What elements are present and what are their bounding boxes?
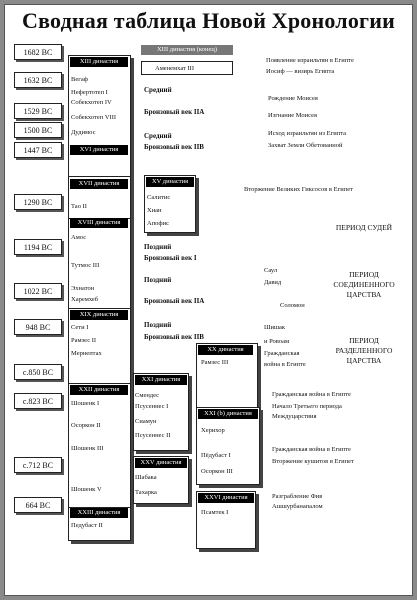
pharaoh-name: Сети I bbox=[71, 324, 89, 331]
date-marker: 1447 ВС bbox=[14, 142, 62, 158]
event-label: Рождение Моисея bbox=[268, 95, 318, 102]
date-marker: 1632 ВС bbox=[14, 72, 62, 88]
pharaoh-name: Апофис bbox=[147, 220, 169, 227]
event-label: Начало Третьего периода bbox=[272, 403, 342, 410]
pharaoh-name: Собекхотеп VIII bbox=[71, 114, 117, 121]
pharaoh-name: Амос bbox=[71, 234, 87, 241]
age-label: Бронзовый век I bbox=[144, 254, 197, 262]
divider bbox=[68, 308, 131, 309]
age-label: Поздний bbox=[144, 321, 172, 329]
event-label: и Ровоам bbox=[264, 338, 290, 345]
dynasty-header: XXI династия bbox=[135, 375, 187, 385]
pharaoh-name: Шошенк I bbox=[71, 400, 100, 407]
dynasty-header: XIII династия bbox=[70, 57, 128, 67]
period-label: ПЕРИОД РАЗДЕЛЕННОГО ЦАРСТВА bbox=[335, 336, 393, 365]
date-marker: 664 ВС bbox=[14, 497, 62, 513]
dynasty-header: XIX династия bbox=[70, 310, 128, 320]
event-label: Саул bbox=[264, 267, 278, 274]
age-label: Бронзовый век IIB bbox=[144, 333, 204, 341]
age-label: Средний bbox=[144, 132, 172, 140]
date-marker: с.850 ВС bbox=[14, 364, 62, 380]
age-label: Поздний bbox=[144, 276, 172, 284]
dynasty-header: XXI (b) династия bbox=[198, 409, 258, 419]
pharaoh-name: Дудимос bbox=[71, 129, 96, 136]
event-label: Гражданская война в Египте bbox=[272, 391, 351, 398]
date-marker: 1500 ВС bbox=[14, 122, 62, 138]
pharaoh-name: Мернептах bbox=[71, 350, 102, 357]
period-label: ПЕРИОД СОЕДИНЕННОГО ЦАРСТВА bbox=[333, 270, 395, 299]
pharaoh-name: Вегаф bbox=[71, 76, 88, 83]
date-marker: 1682 ВС bbox=[14, 44, 62, 60]
pharaoh-name: Собекхотеп IV bbox=[71, 99, 112, 106]
pharaoh-name: Тахарка bbox=[135, 489, 157, 496]
pharaoh-name: Рамзес III bbox=[201, 359, 229, 366]
event-label: Исход израильтян из Египта bbox=[268, 130, 347, 137]
pharaoh-name: Смендес bbox=[135, 392, 160, 399]
age-label: Бронзовый век IIB bbox=[144, 143, 204, 151]
pharaoh-name: Осоркон II bbox=[71, 422, 101, 429]
event-label: Разграбление Фив bbox=[272, 493, 323, 500]
event-label: Шишак bbox=[264, 324, 286, 331]
event-label: Гражданская война в Египте bbox=[272, 446, 351, 453]
pharaoh-name: Сиамун bbox=[135, 418, 157, 425]
pharaoh-name: Шабака bbox=[135, 474, 157, 481]
period-label: ПЕРИОД СУДЕЙ bbox=[335, 223, 393, 232]
dynasty-header: XXV династия bbox=[135, 458, 187, 468]
pharaoh-name: Эхнатон bbox=[71, 285, 95, 292]
date-marker: 1022 ВС bbox=[14, 283, 62, 299]
date-marker: 948 ВС bbox=[14, 319, 62, 335]
pharaoh-name: Салитис bbox=[147, 194, 171, 201]
dynasty-header: XXIII династия bbox=[70, 508, 128, 518]
date-marker: 1194 ВС bbox=[14, 239, 62, 255]
age-label: Средний bbox=[144, 86, 172, 94]
dynasty-header: XVI династия bbox=[70, 145, 128, 155]
pharaoh-name: Пёдубаст I bbox=[201, 452, 231, 459]
event-label: Изгнание Моисея bbox=[268, 112, 317, 119]
age-label: Бронзовый век IIA bbox=[144, 297, 205, 305]
pharaoh-name: Псамтек I bbox=[201, 509, 229, 516]
pharaoh-name: Шошенк III bbox=[71, 445, 104, 452]
event-label: Иосиф — визирь Египта bbox=[266, 68, 335, 75]
dynasty-header: XIII династия (конец) bbox=[141, 45, 233, 55]
dynasty-header: XVIII династия bbox=[70, 218, 128, 228]
age-label: Бронзовый век IIA bbox=[144, 108, 205, 116]
dynasty-header: XXII династия bbox=[70, 385, 128, 395]
dynasty-header: XVII династия bbox=[70, 179, 128, 189]
page-title: Сводная таблица Новой Хронологии bbox=[22, 8, 395, 33]
pharaoh-name: Рамзес II bbox=[71, 337, 97, 344]
pharaoh-name: Псусеннес I bbox=[135, 403, 169, 410]
event-label: Ашшурбанапалом bbox=[272, 503, 323, 510]
pharaoh-name: Осоркон III bbox=[201, 468, 233, 475]
date-marker: с.712 ВС bbox=[14, 457, 62, 473]
dynasty-header: XX династия bbox=[198, 345, 253, 355]
pharaoh-name: Педубаст II bbox=[71, 522, 103, 529]
event-label: война в Египте bbox=[264, 361, 306, 368]
event-label: Междуцарствия bbox=[272, 413, 317, 420]
date-marker: 1529 ВС bbox=[14, 103, 62, 119]
event-label: Соломон bbox=[280, 302, 305, 309]
event-label: Вторжение Великих Гиксосов в Египет bbox=[244, 186, 353, 193]
dynasty-header: XV династия bbox=[146, 177, 194, 187]
divider bbox=[68, 176, 131, 177]
divider bbox=[68, 383, 131, 384]
date-marker: 1290 ВС bbox=[14, 194, 62, 210]
event-label: Появление израильтян в Египте bbox=[266, 57, 354, 64]
date-marker: с.823 ВС bbox=[14, 393, 62, 409]
dynasty-header: XXVI династия bbox=[198, 493, 254, 503]
pharaoh-name: Аменемхат III bbox=[155, 65, 195, 72]
pharaoh-name: Тутмос III bbox=[71, 262, 100, 269]
event-label: Гражданская bbox=[264, 350, 300, 357]
pharaoh-name: Хиан bbox=[147, 207, 162, 214]
pharaoh-name: Харемхеб bbox=[71, 296, 99, 303]
pharaoh-name: Херихор bbox=[201, 427, 225, 434]
event-label: Вторжение кушитов в Египет bbox=[272, 458, 354, 465]
event-label: Захват Земли Обетованной bbox=[268, 142, 343, 149]
pharaoh-name: Нефертотеп I bbox=[71, 89, 108, 96]
pharaoh-name: Тао II bbox=[71, 203, 87, 210]
pharaoh-name: Шошенк V bbox=[71, 486, 102, 493]
age-label: Поздний bbox=[144, 243, 172, 251]
pharaoh-name: Псусеннес II bbox=[135, 432, 171, 439]
event-label: Давид bbox=[264, 279, 282, 286]
